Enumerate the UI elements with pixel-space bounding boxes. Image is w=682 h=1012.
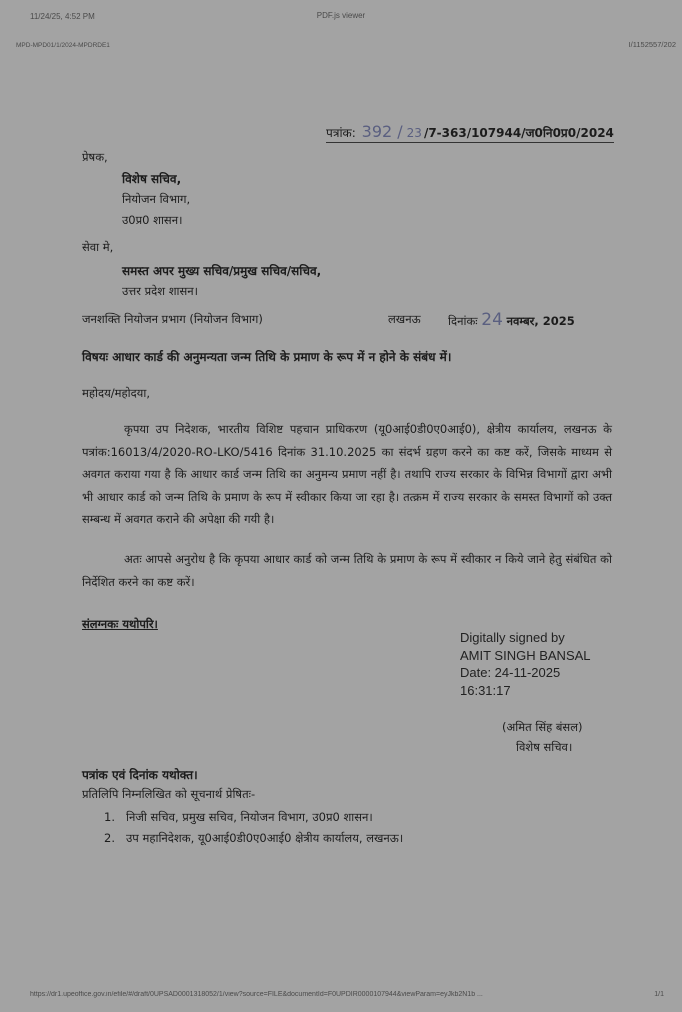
print-title: PDF.js viewer [316,11,366,20]
cc-intro: प्रतिलिपि निम्नलिखित को सूचनार्थ प्रेषितः- [82,787,256,801]
recipient-label: सेवा मे, [82,240,114,254]
place: लखनऊ [388,312,421,326]
print-timestamp: 11/24/25, 4:52 PM [30,12,95,21]
department-line: जनशक्ति नियोजन प्रभाग (नियोजन विभाग) [82,312,263,326]
cc-heading: पत्रांक एवं दिनांक यथोक्त। [82,768,198,782]
signature-line-3: Date: 24-11-2025 [460,665,561,680]
subject-line: विषयः आधार कार्ड की अनुमन्यता जन्म तिथि के प्रमाण के रूप में न होने के संबंध में। [82,350,452,364]
date-line [448,310,575,330]
recipient-line-1: समस्त अपर मुख्य सचिव/प्रमुख सचिव/सचिव, [122,264,322,278]
date-rest: नवम्बर, 2025 [506,314,575,328]
digital-signature-block [460,629,591,699]
signatory-designation: विशेष सचिव। [516,740,573,754]
file-reference-right: I/1152557/202 [628,40,676,49]
sender-line-3: उ0प्र0 शासन। [122,213,183,227]
file-reference-left: MPD-MPD01/1/2024-MPDRDE1 [16,42,110,49]
enclosure-line: संलग्नकः यथोपरि। [82,617,158,631]
cc-list-text: उप महानिदेशक, यू0आई0डी0ए0आई0 क्षेत्रीय कार्यालय, लखनऊ। [126,831,404,845]
sender-line-1: विशेष सचिव, [122,172,182,186]
letter-number [326,122,614,143]
page-url: https://dr1.upeoffice.gov.in/efile/#/draft/0UPSAD0001318052/1/view?source=FILE&documentId=F0UPDIR0000107944&viewParam=eyJkb2N1b ... [30,991,483,998]
cc-list-number: 2. [104,831,115,845]
signature-line-1: Digitally signed by [460,630,565,645]
date-label: दिनांकः [448,314,478,328]
recipient-line-2: उत्तर प्रदेश शासन। [122,284,199,298]
cc-list-item [104,810,373,825]
date-handwritten: 24 [481,310,503,330]
signatory-name: (अमित सिंह बंसल) [502,720,583,734]
cc-list-item [104,831,403,846]
letter-number-label: पत्रांक: [326,126,356,140]
body-paragraph-2 [82,548,612,593]
sender-label: प्रेषक, [82,150,108,164]
salutation: महोदय/महोदया, [82,386,150,400]
letter-number-handwritten-2: 23 [406,126,422,140]
body-paragraph-1 [82,418,612,531]
letter-number-rest: /7-363/107944/ज0नि0प्र0/2024 [423,126,614,140]
cc-list-number: 1. [104,810,115,824]
cc-list-text: निजी सचिव, प्रमुख सचिव, नियोजन विभाग, उ0प्र0 शासन। [126,810,373,824]
sender-line-2: नियोजन विभाग, [122,192,191,206]
signature-line-2: AMIT SINGH BANSAL [460,647,591,663]
letter-number-handwritten: 392 / [361,122,403,141]
signature-line-4: 16:31:17 [460,682,511,698]
body-paragraph-1-text: कृपया उप निदेशक, भारतीय विशिष्ट पहचान प्राधिकरण (यू0आई0डी0ए0आई0), क्षेत्रीय कार्यालय, लखनऊ के पत्रांक:16013/4/2020-RO-LKO/5416 दिनांक 31.10.2025 का संदर्भ ग्रहण करने का कष्ट करें, जिसके माध्यम से अवगत कराया गया है कि आधार कार्ड जन्म तिथि का अनुमन्य प्रमाण नहीं है। तथापि राज्य सरकार के विभिन्न विभागों द्वारा अभी भी आधार कार्ड को जन्म तिथि के प्रमाण के रूप में स्वीकार किया जा रहा है। तत्क्रम में राज्य सरकार के समस्त विभागों को उक्त सम्बन्ध में अवगत कराने की अपेक्षा की गयी है। [82,422,612,526]
body-paragraph-2-text: अतः आपसे अनुरोध है कि कृपया आधार कार्ड को जन्म तिथि के प्रमाण के रूप में स्वीकार न किये जाने हेतु संबंधित को निर्देशित करने का कष्ट करें। [82,552,612,589]
page-number: 1/1 [654,991,664,998]
